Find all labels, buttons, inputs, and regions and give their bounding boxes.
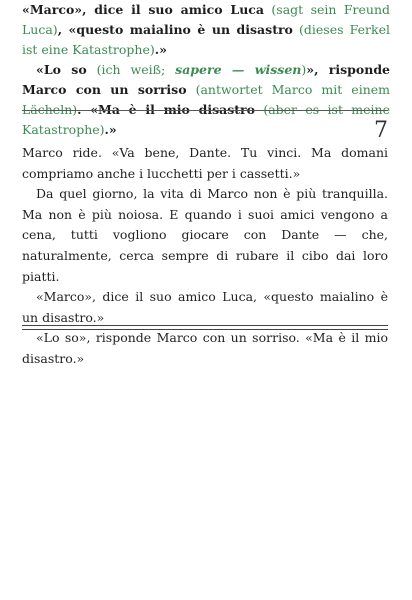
main-text	[22, 143, 388, 370]
german-gloss: (sagt sein Freund Luca)	[22, 2, 390, 37]
section-divider	[22, 110, 388, 111]
main-paragraph-2: Da quel giorno, la vita di Marco non è più tranquilla. Ma non è più noiosa. E quando i suoi amici vengono a cena, tutti vogliono giocare con Dante — che, naturalmente, cerca sempre di rubare il cibo dai loro piatti.	[22, 186, 388, 284]
excerpt-paragraph-2	[22, 60, 390, 140]
end-divider-top	[22, 325, 388, 326]
main-paragraph-3: «Marco», dice il suo amico Luca, «questo maialino è un disastro.»	[22, 289, 388, 325]
main-paragraph-4: «Lo so», risponde Marco con un sorriso. «Ma è il mio disastro.»	[22, 330, 388, 366]
bilingual-excerpt	[22, 0, 390, 140]
german-gloss: (aber es ist meine Katastrophe)	[22, 102, 391, 137]
vocabulary-note: sapere — wissen	[175, 62, 302, 77]
italian-phrase: «Lo so	[36, 62, 87, 77]
italian-phrase: , «questo maialino è un disastro	[57, 22, 293, 37]
main-paragraph-1: Marco ride. «Va bene, Dante. Tu vinci. Ma domani compriamo anche i lucchetti per i cassetti.»	[22, 145, 388, 181]
page-number: 7	[374, 118, 388, 143]
end-divider-bottom	[22, 329, 388, 330]
italian-phrase: .»	[154, 42, 167, 57]
italian-phrase: », risponde Marco con un sorriso	[22, 62, 391, 97]
german-gloss: )	[301, 62, 307, 77]
italian-phrase: . «Ma è il mio disastro	[77, 102, 255, 117]
german-gloss: (ich weiß;	[86, 62, 176, 77]
italian-phrase: .»	[104, 122, 117, 137]
german-gloss: (dieses Ferkel ist eine Katastrophe)	[22, 22, 390, 57]
excerpt-paragraph-1	[22, 0, 390, 60]
german-gloss: (antwortet Marco mit einem Lächeln)	[22, 82, 390, 117]
italian-phrase: «Marco», dice il suo amico Luca	[22, 2, 264, 17]
